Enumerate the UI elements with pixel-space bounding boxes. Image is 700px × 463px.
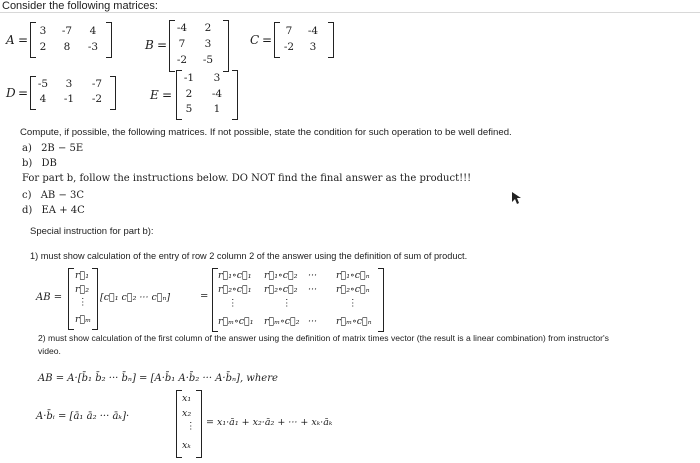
cell: 4 (89, 25, 97, 37)
result-cell: ··· (308, 316, 318, 327)
bracket-right (223, 20, 229, 72)
part-label: d) (22, 205, 33, 216)
cell: 3 (309, 41, 317, 53)
matrix-a (6, 20, 126, 60)
part-expr: EA + 4C (41, 205, 85, 216)
bracket-right (378, 268, 384, 332)
mouse-cursor-icon (512, 189, 522, 208)
special-heading: Special instruction for part b): (30, 226, 154, 237)
cell: -7 (91, 78, 103, 90)
result-cell: r⃗₁∘c⃗₂ (264, 270, 298, 281)
cell: -4 (176, 22, 188, 34)
cell: -7 (61, 25, 73, 37)
cell: -2 (91, 93, 103, 105)
row-vector: ⋮ (78, 297, 88, 308)
cell: 7 (285, 25, 293, 37)
formula-1-eq: = (200, 291, 209, 302)
vector-entry: xₖ (182, 440, 191, 451)
result-cell: r⃗ₘ∘c⃗₁ (218, 316, 254, 327)
bracket-right (232, 70, 238, 120)
result-cell: r⃗ₘ∘c⃗₂ (264, 316, 300, 327)
row-vector: r⃗₁ (75, 270, 90, 281)
result-cell: ⋮ (348, 298, 358, 309)
cell: -1 (63, 93, 75, 105)
cell: 1 (213, 103, 221, 115)
cell: 3 (213, 72, 221, 84)
result-cell: r⃗₁∘c⃗ₙ (336, 270, 370, 281)
matrix-c-label: C (250, 33, 260, 47)
equals-sign: = (157, 38, 168, 52)
result-cell: r⃗₁∘c⃗₁ (218, 270, 252, 281)
equals-sign: = (162, 88, 173, 102)
bracket-left (68, 268, 74, 330)
equals-sign: = (262, 33, 273, 47)
cell: 7 (178, 38, 186, 50)
matrix-b (145, 20, 255, 72)
bracket-right (328, 22, 334, 58)
equals-sign: = (18, 86, 29, 100)
rule-2-line-2: video. (38, 346, 61, 356)
matrix-e-label: E (150, 88, 159, 102)
part-expr: 2B − 5E (41, 143, 84, 154)
cell: -2 (283, 41, 295, 53)
row-vector: r⃗₂ (75, 284, 90, 295)
cell: -3 (87, 41, 99, 53)
matrix-e (150, 70, 260, 122)
cell: 5 (185, 103, 193, 115)
result-cell: ⋮ (282, 298, 292, 309)
cell: -4 (307, 25, 319, 37)
formula-3-rhs: = x₁·ā₁ + x₂·ā₂ + ··· + xₖ·āₖ (206, 417, 333, 428)
part-label: a) (22, 143, 32, 154)
formula-3-lhs: A·b̄ᵢ = [ā₁ ā₂ ··· āₖ]· (36, 411, 130, 422)
vector-entry: ⋮ (186, 421, 196, 432)
bracket-right (110, 76, 116, 110)
row-vector: r⃗ₘ (75, 314, 92, 325)
cell: -4 (211, 88, 223, 100)
cell: 2 (39, 41, 47, 53)
column-vectors: [c⃗₁ c⃗₂ ··· c⃗ₙ] (100, 292, 171, 303)
instructions-text: Compute, if possible, the following matrices. If not possible, state the condition for such operation to be well defined. (20, 127, 512, 138)
result-cell: ··· (308, 270, 318, 281)
matrix-d-label: D (6, 86, 16, 100)
part-a (22, 143, 83, 154)
vector-entry: x₁ (182, 393, 192, 404)
cell: 3 (204, 38, 212, 50)
part-label: b) (22, 158, 33, 169)
equals-sign: = (18, 33, 29, 47)
top-divider (0, 12, 700, 13)
part-expr: DB (41, 158, 57, 169)
part-c (22, 190, 84, 201)
rule-2-line-1: 2) must show calculation of the first column of the answer using the definition of matrix times vector (the result is a linear combination) from instructor's (38, 333, 609, 343)
result-cell: r⃗ₘ∘c⃗ₙ (336, 316, 372, 327)
cell: -1 (183, 72, 195, 84)
result-cell: r⃗₂∘c⃗ₙ (336, 284, 370, 295)
cell: 4 (39, 93, 47, 105)
result-cell: r⃗₂∘c⃗₂ (264, 284, 298, 295)
rule-1: 1) must show calculation of the entry of row 2 column 2 of the answer using the definition of sum of product. (30, 251, 468, 261)
part-b (22, 158, 57, 169)
bracket-right (196, 390, 202, 458)
formula-1-lhs: AB = (36, 292, 63, 303)
header-text: Consider the following matrices: (2, 0, 158, 12)
part-label: c) (22, 190, 32, 201)
part-expr: AB − 3C (40, 190, 85, 201)
cell: 3 (39, 25, 47, 37)
cell: -2 (176, 54, 188, 66)
matrix-b-label: B (145, 38, 154, 52)
result-cell: ··· (308, 284, 318, 295)
bracket-right (106, 22, 112, 58)
cell: 2 (204, 22, 212, 34)
result-cell: r⃗₂∘c⃗₁ (218, 284, 252, 295)
formula-2: AB = A·[b̄₁ b̄₂ ··· b̄ₙ] = [A·b̄₁ A·b̄₂ ··· A·b̄ₙ], where (38, 373, 278, 384)
vector-entry: x₂ (182, 408, 192, 419)
matrix-c (250, 20, 350, 60)
result-cell: ⋮ (228, 298, 238, 309)
cell: 3 (65, 78, 73, 90)
part-d (22, 205, 85, 216)
cell: -5 (37, 78, 49, 90)
cell: 2 (185, 88, 193, 100)
bracket-right (92, 268, 98, 330)
part-b-note: For part b, follow the instructions below. DO NOT find the final answer as the product!!! (22, 173, 472, 184)
cell: 8 (63, 41, 71, 53)
cell: -5 (202, 54, 214, 66)
matrix-a-label: A (6, 33, 15, 47)
matrix-d (6, 76, 136, 116)
